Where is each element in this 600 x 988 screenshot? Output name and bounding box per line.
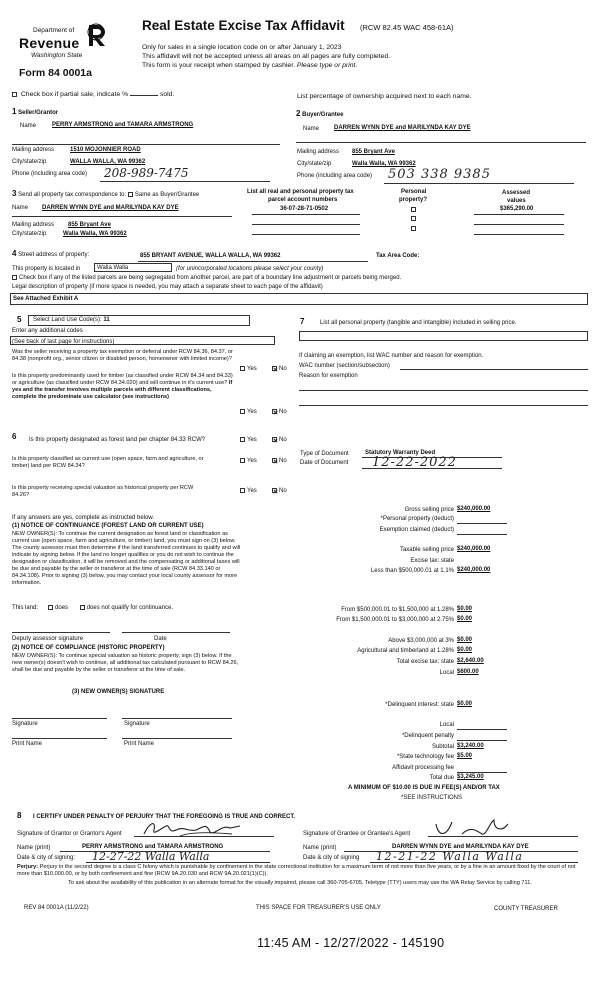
grantee-date-label: Date & city of signing [303,855,360,861]
exemption-yes-checkbox[interactable] [240,366,245,371]
forest-q3-no [272,488,287,495]
forest-q1-yes [240,437,257,444]
buyer-city-label: City/state/zip [297,161,332,167]
buyer-name-label: Name [303,126,320,132]
grantor-date-label: Date & city of signing: [17,855,76,861]
timber-no-checkbox[interactable] [272,409,277,414]
rcw-reference: (RCW 82.45 WAC 458-61A) [360,23,454,32]
forest-q1-yes-checkbox[interactable] [240,437,245,442]
street-label: Street address of property: [18,252,90,258]
this-land-row [12,605,173,612]
forest-q2-yes [240,458,257,465]
notice-1-text: NEW OWNER(S): To continue the current designation as forest land or classification as current use (open space, farm and agriculture, or timber) land, you must sign on (3) below. The county assessor must then determine if the land transferred continues to qualify and will indicate by signing below. If the land no longer qualifies or you do not wish to continue the designation or classification, it will be removed and the compensating or additional taxes will be due and payable by the seller or transferor at the time of sale (RCW 84.33.140 or 84.34.108). Prior to signing (3) below, you may contact your local county assessor for more information. [12,531,241,586]
exemption-no-label: No [279,366,287,373]
delinquent-state-value[interactable]: $0.00 [457,701,473,707]
form-number: Form 84 0001a [19,67,92,79]
seller-name-label: Name [20,123,37,129]
perjury-notice [17,864,583,878]
buyer-phone[interactable]: 503 338 9385 [388,167,491,182]
street-num: 4 [12,249,17,258]
personal-prop-num: 7 [300,317,305,326]
tier-5-label: Agricultural and timberland at 1.28% [357,648,454,654]
tier-3-value[interactable]: $0.00 [457,616,473,622]
exemption-claim-label: If claiming an exemption, list WAC number and reason for exemption. [299,353,484,359]
delinquent-state-label: *Delinquent interest: state [385,702,454,708]
seller-heading [12,107,58,117]
tier-1-label: Less than $500,000.01 at 1.1% [370,568,454,574]
tier-1-value[interactable]: $240,000.00 [457,567,491,573]
legal-desc-field[interactable] [10,293,588,305]
corr-mail[interactable]: 855 Bryant Ave [68,222,111,228]
grantor-name-label: Name (print) [17,845,51,851]
corr-mail-label: Mailing address [12,222,55,228]
tax-area-code-label: Tax Area Code: [376,253,420,259]
exemption-question: Was the seller receiving a property tax exemption or deferral under RCW 84.36, 84.37, or 84.38 (nonprofit org., senior citizen or disabled person, homeowner with limited income)? [12,349,233,362]
segregation-label: Check box if any of the listed parcels are being segregated from another parcel, are part of a boundary line adjustment or parcels being merged. [19,275,402,282]
forest-q3-yes-checkbox[interactable] [240,488,245,493]
deputy-date-label: Date [154,636,167,642]
buyer-mail[interactable]: 855 Bryant Ave [352,149,395,155]
legal-desc-label: Legal description of property (if more space is needed, you may attach a separate sheet to each page of the affidavit) [12,284,323,290]
exemption-no [272,366,287,373]
personal-prop-field[interactable] [299,331,588,341]
seller-title: Seller/Grantor [18,110,59,116]
local-label: Local [439,670,454,676]
total-state-label: Total excise tax: state [396,659,454,665]
assessed-value[interactable]: $365,290.00 [500,206,534,212]
doc-date[interactable]: 12-22-2022 [372,455,457,470]
revision-label: REV 84 0001A (11/2/22) [24,905,89,911]
minimum-note: A MINIMUM OF $10.00 IS DUE IN FEE(S) AND/OR TAX [348,785,500,791]
grantee-date[interactable]: 12-21-22 Walla Walla [376,850,524,863]
gross-value[interactable]: $240,000.00 [457,506,491,512]
subtotal-label: Subtotal [431,744,454,750]
dor-logo-icon [85,22,107,48]
subtotal-value[interactable]: $3,240.00 [457,743,484,749]
exemption-deduct-label: Exemption claimed (deduct) [379,527,454,533]
see-instructions-note: *SEE INSTRUCTIONS [401,795,463,801]
personal-prop-checkbox-2[interactable] [411,216,416,221]
correspondence-heading [12,189,199,199]
forest-q1-yes-label: Yes [247,437,257,444]
header-line-1: Only for sales in a single location code on or after January 1, 2023 [142,44,342,51]
notice-1-title: (1) NOTICE OF CONTINUANCE (FOREST LAND OR CURRENT USE) [12,523,204,529]
seller-phone-label: Phone (including area code) [12,171,88,177]
tier-4-label: Above $3,000,000 at 3% [388,638,454,644]
see-back-note: (See back of last page for instructions) [12,339,115,345]
timber-yes-label: Yes [247,409,257,416]
doc-date-label: Date of Document [300,460,349,466]
buyer-num: 2 [296,109,301,118]
land-use-label [33,317,110,324]
dor-logo [19,22,109,67]
does-not-checkbox[interactable] [80,605,85,610]
forest-q2: Is this property classified as current use (open space, farm and agriculture, or timber) land per RCW 84.34? [12,456,204,469]
timber-question-text: Is this property predominantly used for timber (as classified under RCW 84.34 and 84.33) or agriculture (as classified under RCW 84.34.020) and will continue in it's current use? [12,373,233,386]
forest-q1-no [272,437,287,444]
doc-type-label: Type of Document [300,451,349,457]
buyer-city[interactable]: Walla Walla, WA 99362 [352,161,416,167]
if-yes-note: If any answers are yes, complete as instructed below. [12,515,155,521]
tier-3-label: From $1,500,000.01 to $3,000,000 at 2.75% [336,617,454,623]
forest-q1: Is this property designated as forest land per chapter 84.33 RCW? [29,437,206,443]
forest-q3-no-label: No [279,488,287,495]
treasurer-space-label: THIS SPACE FOR TREASURER'S USE ONLY [256,905,381,911]
header-line-3b: Please type or print. [296,62,358,69]
grantee-sig-label: Signature of Grantee or Grantee's Agent [303,831,411,837]
notice-3-title: (3) NEW OWNER(S) SIGNATURE [72,689,165,695]
timber-question [12,373,234,401]
corr-name[interactable]: DARREN WYNN DYE and MARILYNDA KAY DYE [42,205,179,211]
notice-2-title: (2) NOTICE OF COMPLIANCE (HISTORIC PROPERTY) [12,645,165,651]
cashier-stamp: 11:45 AM - 12/27/2022 - 145190 [257,936,445,950]
tech-fee-value[interactable]: $5.00 [457,753,473,759]
parcel-head-2: parcel account numbers [268,197,338,203]
timber-yes-checkbox[interactable] [240,409,245,414]
personal-prop-checkbox-1[interactable] [411,207,416,212]
seller-name[interactable]: PERRY ARMSTRONG and TAMARA ARMSTRONG [52,122,194,128]
street-heading [12,249,89,259]
segregation-checkbox[interactable] [12,275,17,280]
forest-q3-yes-label: Yes [247,488,257,495]
doc-type[interactable]: Statutory Warranty Deed [365,450,436,456]
corr-num: 3 [12,189,17,198]
assessed-head-2: values [507,198,526,204]
perjury-text: Perjury in the second degree is a class C felony which is punishable by confinement in the state correctional institution for a maximum term of not more than five years, or by a fine in an amount fixed by the court of not more than $10,000.00, or by both confinement and fine (RCW 9A.20.030 and RCW 9A.20.021(1)(C)). [17,864,576,877]
buyer-phone-label: Phone (including area code) [297,173,373,179]
certify-text: I CERTIFY UNDER PENALTY OF PERJURY THAT THE FOREGOING IS TRUE AND CORRECT. [33,814,296,820]
ownership-note: List percentage of ownership acquired next to each name. [297,93,472,100]
partial-sale-row [12,91,174,99]
total-due-label: Total due [429,775,454,781]
signature-label-2: Signature [124,721,150,727]
revenue-label: Revenue [19,35,80,51]
assessed-head-1: Assessed [502,190,531,196]
personal-prop-label: List all personal property (tangible and intangible) included in selling price. [320,320,517,326]
tech-fee-label: *State technology fee [396,754,454,760]
grantor-name[interactable]: PERRY ARMSTRONG and TAMARA ARMSTRONG [82,844,224,850]
does-checkbox[interactable] [48,605,53,610]
exemption-yes-label: Yes [247,366,257,373]
partial-sale-checkbox[interactable] [12,92,17,97]
street-address[interactable]: 855 BRYANT AVENUE, WALLA WALLA, WA 99362 [140,253,281,259]
deputy-sig-label: Deputy assessor signature [12,636,84,642]
forest-q2-no [272,458,287,465]
forest-q3-no-checkbox[interactable] [272,488,277,493]
land-use-num: 5 [17,315,22,324]
taxable-label: Taxable selling price [399,547,454,553]
forest-num: 6 [12,432,17,441]
partial-sale-label: Check box if partial sale, indicate % [20,91,129,98]
partial-percent-field[interactable] [130,95,158,96]
corr-text: Send all property tax correspondence to: [18,192,127,198]
tier-5-value[interactable]: $0.00 [457,647,473,653]
does-not-label: does not qualify for continuance. [86,605,174,612]
segregation-row [12,275,401,282]
does-label: does [55,605,69,612]
parcel-number[interactable]: 36-07-28-71-0502 [280,206,329,212]
excise-state-label: Excise tax: state [410,558,454,564]
seller-mail-label: Mailing address [12,147,55,153]
forest-q3: Is this property receiving special valuation as historical property per RCW 84.26? [12,485,194,498]
forest-q3-yes [240,488,257,495]
personal-prop-checkbox-3[interactable] [411,226,416,231]
washington-state-label: Washington State [31,52,83,59]
print-name-label-2: Print Name [124,741,155,747]
affidavit-fee-label: Affidavit processing fee [392,765,454,771]
seller-mail[interactable]: 1510 MOJONNIER ROAD [70,147,141,153]
this-land-label: This land: [12,605,39,612]
header-line-2: This affidavit will not be accepted unless all areas on all pages are fully completed. [142,53,391,60]
personal-head-2: property? [399,197,428,203]
same-as-buyer-label: Same as Buyer/Grantee [134,192,200,198]
print-name-label-1: Print Name [12,741,43,747]
local-value[interactable]: $600.00 [457,669,479,675]
additional-codes-label: Enter any additional codes [12,328,83,334]
seller-city[interactable]: WALLA WALLA, WA 99362 [70,159,146,165]
land-use-label-text: Select Land Use Code(s): [33,317,102,323]
located-value: Walla Walla [97,265,129,271]
partial-sold-label: sold. [159,91,175,98]
county-treasurer-label: COUNTY TREASURER [494,906,558,912]
buyer-mail-label: Mailing address [297,149,340,155]
perjury-bold: Perjury: [17,864,39,870]
legal-desc-value: See Attached Exhibit A [13,296,79,302]
exemption-reason-label: Reason for exemption [299,373,358,379]
tier-4-value[interactable]: $0.00 [457,637,473,643]
same-as-buyer-checkbox[interactable] [128,192,133,197]
header-line-3a: This form is your receipt when stamped by cashier. [142,62,295,69]
forest-q1-no-checkbox[interactable] [272,437,277,442]
taxable-value[interactable]: $240,000.00 [457,546,491,552]
buyer-title: Buyer/Grantee [302,112,344,118]
total-due-value[interactable]: $3,245.00 [457,774,484,780]
gross-label: Gross selling price [404,507,454,513]
seller-city-label: City/state/zip [12,159,47,165]
corr-name-label: Name [12,205,29,211]
wac-label: WAC number (section/subsection) [299,363,390,369]
certify-num: 8 [17,811,22,820]
form-title: Real Estate Excise Tax Affidavit [142,18,345,33]
notice-2-text: NEW OWNER(S): To continue special valuation as historic property, sign (3) below. If the new owner(s) doesn't wish to continue, all additional tax calculated pursuant to RCW 84.26, shall be due and payable by the seller or transferor at the time of sale. [12,653,239,673]
timber-no [272,409,287,416]
forest-q2-yes-label: Yes [247,458,257,465]
grantee-name-label: Name (print) [303,845,337,851]
personal-deduct-label: *Personal property (deduct) [380,516,454,522]
grantee-name[interactable]: DARREN WYNN DYE and MARILYNDA KAY DYE [392,844,529,850]
tier-2-value[interactable]: $0.00 [457,606,473,612]
seller-num: 1 [12,107,17,116]
personal-head-1: Personal [401,189,427,195]
forest-q2-no-checkbox[interactable] [272,458,277,463]
local-2-label: Local [439,722,454,728]
buyer-name[interactable]: DARREN WYNN DYE and MARILYNDA KAY DYE [334,125,471,131]
total-state-value[interactable]: $2,640.00 [457,658,484,664]
penalty-label: *Delinquent penalty [401,733,454,739]
grantor-sig-label: Signature of Grantor or Grantor's Agent [17,831,122,837]
timber-yes [240,409,257,416]
timber-no-label: No [279,409,287,416]
tier-2-label: From $500,000.01 to $1,500,000 at 1.28% [341,607,454,613]
header-line-3 [142,62,357,70]
located-label: This property is located in [12,266,81,272]
grantor-date[interactable]: 12-27-22 Walla Walla [92,850,210,863]
forest-q1-no-label: No [279,437,287,444]
ada-notice: To ask about the availability of this publication in an alternate format for the visually impaired, please call 360-705-6705. Teletype (TTY) users may use the WA Relay Service by calling 711. [68,880,532,886]
signature-label-1: Signature [12,721,38,727]
timber-question-bold: If yes and the transfer involves multiple parcels with different classifications, complete the predominate use calculator (see instructions) [12,379,233,400]
exemption-no-checkbox[interactable] [272,366,277,371]
corr-city-label: City/state/zip [12,231,47,237]
dept-of-label: Department of [33,27,75,34]
parcel-head-1: List all real and personal property tax [247,189,354,195]
corr-city[interactable]: Walla Walla, WA 99362 [63,231,127,237]
forest-q2-yes-checkbox[interactable] [240,458,245,463]
seller-phone[interactable]: 208-989-7475 [104,166,189,180]
buyer-heading [296,109,343,119]
forest-q2-no-label: No [279,458,287,465]
land-use-code: 11 [103,317,110,323]
located-note: (for unincorporated locations please select your county) [176,266,324,272]
exemption-yes [240,366,257,373]
